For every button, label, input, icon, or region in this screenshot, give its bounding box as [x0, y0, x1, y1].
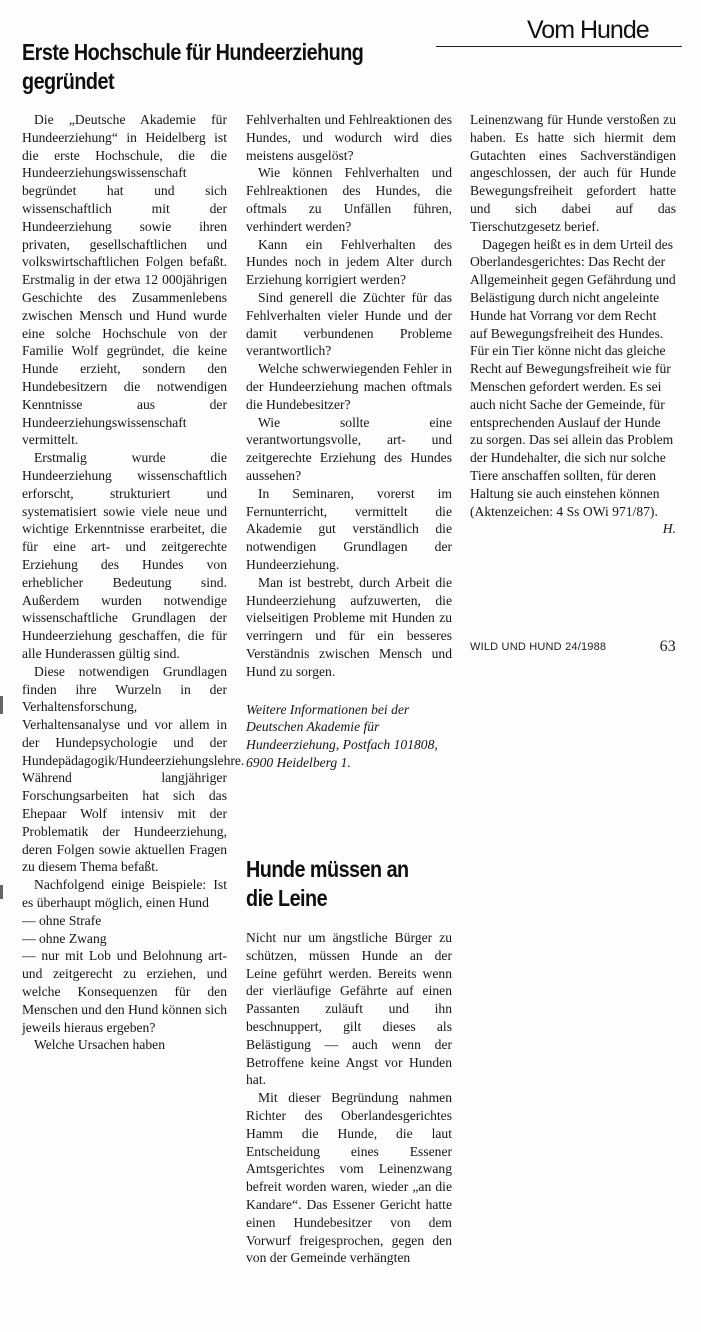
paragraph: Wie können Fehlverhalten und Fehlreaktionen des Hundes, die oftmals zu Unfällen führen, verhindert werden?	[246, 165, 452, 234]
page-number: 63	[659, 638, 676, 655]
paragraph: Sind generell die Züchter für das Fehlverhalten vieler Hunde und der damit verbundenen Probleme verantwortlich?	[246, 289, 452, 359]
article1-column-1	[22, 111, 245, 1054]
section-label: Vom Hunde	[527, 16, 649, 44]
paragraph-text: Dagegen heißt es in dem Urteil des Oberlandesgerichtes: Das Recht der Allgemeinheit gegen Gefährdung und Belästigung durch nicht angeleinte Hunde hat Vorrang vor dem Recht auf Bewegungsfreiheit des Hundes. Für ein Tier könne nicht das gleiche Recht auf Bewegungsfreiheit wie für Menschen gefordert werden. Es sei auch nicht Sache der Gemeinde, für entsprechenden Auslauf der Hunde zu sorgen. Das sei allein das Problem der Hundehalter, die sich nur solche Tiere anschaffen sollten, für deren Haltung sie auch einstehen können (Aktenzeichen: 4 Ss OWi 971/87).	[470, 236, 676, 519]
paragraph	[470, 236, 676, 537]
scan-edge-mark	[0, 885, 3, 899]
paragraph: Wie sollte eine verantwortungsvolle, art- und zeitgerechte Erziehung des Hundes aussehen?	[246, 414, 452, 483]
list-item: — nur mit Lob und Belohnung art- und zeitgerecht zu erziehen, und welche Konsequenzen für den Menschen und den Hund können sich jeweils hieraus ergeben?	[22, 948, 228, 1035]
paragraph: Fehlverhalten und Fehlreaktionen des Hundes, und wodurch wird dies meistens ausgelöst?	[246, 112, 452, 163]
article2-headline: Hunde müssen an die Leine	[246, 856, 409, 911]
publication-name: WILD UND HUND 24/1988	[470, 641, 607, 653]
paragraph: Mit dieser Begründung nahmen Richter des Oberlandesgerichtes Hamm die Hunde, die laut Entscheidung eines Essener Amtsgerichtes vom Leinenzwang befreit worden waren, wieder „an die Kandare“. Das Essener Gericht hatte einen Hundebesitzer von dem Vorwurf freigesprochen, gegen den von der Gemeinde verhängten	[246, 1090, 452, 1266]
paragraph: Erstmalig wurde die Hundeerziehung wissenschaftlich erforscht, strukturiert und systematisiert sowie viele neue und wichtige Erkenntnisse erarbeitet, die für eine art- und zeitgerechte Erziehung des Hundes von erheblicher Bedeutung sind. Außerdem wurden notwendige wissenschaftliche Grundlagen der Hundeerziehung geschaffen, die für alle Hunderassen gültig sind.	[22, 450, 227, 661]
paragraph: Welche Ursachen haben	[34, 1037, 165, 1053]
footer-source	[470, 638, 680, 655]
paragraph: Welche schwerwiegenden Fehler in der Hundeerziehung machen oftmals die Hundebesitzer?	[246, 361, 452, 412]
paragraph: Die „Deutsche Akademie für Hundeerziehung“ in Heidelberg ist die erste Hochschule, die die Hundeerziehungswissenschaft begründet hat und sich wissenschaftlich mit der Hundeerziehung sowie ihren privaten, gesellschaftlichen und volkswirtschaftlichen Folgen befaßt. Erstmalig in der etwa 12 000jährigen Geschichte des Zusammenlebens zwischen Mensch und Hund wurde eine solche Hochschule von der Familie Wolf gegründet, die keine Hunde erzieht, sondern den Hundebesitzern die notwendigen Kenntnisse aus der Hundeerziehungswissenschaft vermittelt.	[22, 112, 227, 448]
article1-column-2	[246, 111, 452, 772]
paragraph: Leinenzwang für Hunde verstoßen zu haben. Es hatte sich hiermit dem Gutachten eines Sachverständigen angeschlossen, der auch für Hunde Bewegungsfreiheit gefordert hatte und sich dabei auf das Tierschutzgesetz berief.	[470, 112, 676, 234]
list-item: — ohne Strafe	[22, 912, 102, 928]
section-rule	[436, 46, 682, 47]
contact-info: Weitere Informationen bei der Deutschen Akademie für Hundeerziehung, Postfach 101808, 6900 Heidelberg 1.	[246, 701, 438, 770]
article1-headline: Erste Hochschule für Hundeerziehung gegründet	[22, 39, 364, 94]
paragraph: Man ist bestrebt, durch Arbeit die Hundeerziehung aufzuwerten, die vielseitigen Probleme mit Hunden zu verringern und für ein besseres Verständnis zwischen Mensch und Hund zu sorgen.	[246, 574, 452, 679]
paragraph: Nachfolgend einige Beispiele: Ist es überhaupt möglich, einen Hund	[22, 877, 227, 911]
paragraph: Nicht nur um ängstliche Bürger zu schützen, müssen Hunde an der Leine geführt werden. Bereits wenn der vierläufige Gefährte auf einen Passanten zuläuft und ihn beschnuppert, gilt dieses als Belästigung — auch wenn der Betroffene keine Angst vor Hunden hat.	[246, 930, 452, 1088]
paragraph: Diese notwendigen Grundlagen finden ihre Wurzeln in der Verhaltensforschung, Verhaltensanalyse und vor allem in der Hundepsychologie und der Hundepädagogik/Hundeerziehungslehre. Während langjähriger Forschungsarbeiten hat sich das Ehepaar Wolf intensiv mit der Problematik der Hundeerziehung, deren Folgen sowie aktuellen Fragen zu diesem Thema befaßt.	[22, 663, 245, 875]
paragraph: Kann ein Fehlverhalten des Hundes noch in jedem Alter durch Erziehung korrigiert werden?	[246, 236, 452, 288]
author-initial: H.	[662, 521, 676, 537]
paragraph: In Seminaren, vorerst im Fernunterricht, vermittelt die Akademie gut verständlich die notwendigen Grundlagen der Hundeerziehung.	[246, 485, 452, 572]
scan-edge-mark	[0, 696, 3, 714]
article2-column-1	[246, 929, 452, 1267]
list-item: — ohne Zwang	[22, 930, 107, 946]
article2-column-2	[470, 111, 676, 538]
